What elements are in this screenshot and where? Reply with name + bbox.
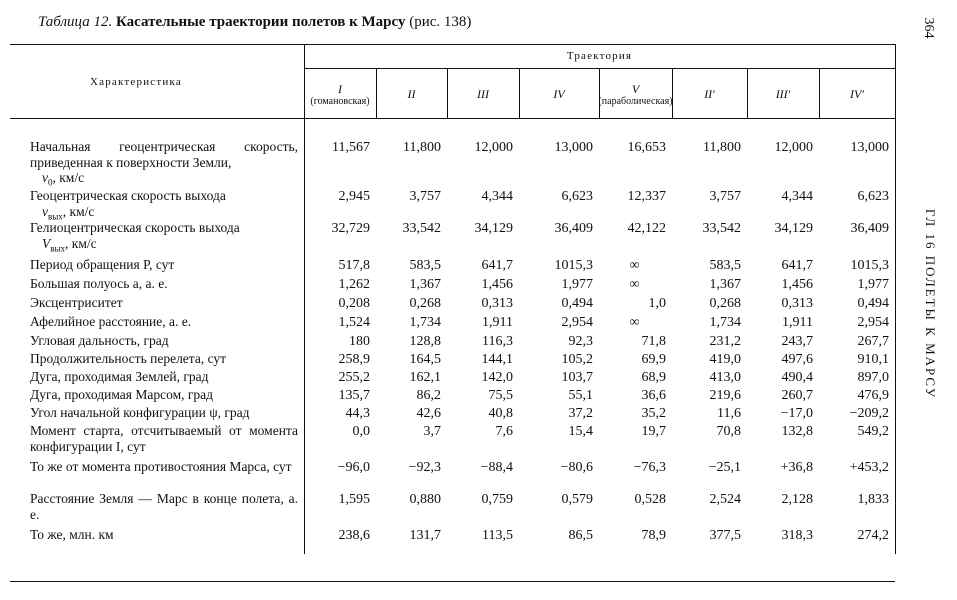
table-cell: 116,3 <box>482 334 513 349</box>
table-cell: 0,313 <box>481 296 513 311</box>
row-label-text: Дуга, проходимая Землей, град <box>30 369 209 384</box>
row-label <box>30 405 298 421</box>
row-label <box>30 491 298 522</box>
table-cell: 11,567 <box>332 140 370 155</box>
table-cell: 1,456 <box>481 277 513 292</box>
table-cell: 36,409 <box>554 221 593 236</box>
table-cell: 7,6 <box>495 424 513 439</box>
table-cell: 36,6 <box>641 388 666 403</box>
table-cell: 476,9 <box>857 388 889 403</box>
row-label-text: Гелиоцентрическая скорость выхода <box>30 220 240 235</box>
column-header-note: (гомановская) <box>310 95 370 107</box>
table-cell: 75,5 <box>488 388 513 403</box>
table-cell: 1,595 <box>338 492 370 507</box>
table-cell: 15,4 <box>568 424 593 439</box>
table-cell: 11,6 <box>717 406 741 421</box>
table-cell: 2,524 <box>709 492 741 507</box>
table-cell: 78,9 <box>641 528 666 543</box>
table-cell: 12,000 <box>774 140 813 155</box>
table-cell: 0,268 <box>709 296 741 311</box>
table-cell: 34,129 <box>474 221 513 236</box>
table-cell: 1,367 <box>709 277 741 292</box>
table-cell: 274,2 <box>857 528 889 543</box>
table-cell: 3,7 <box>423 424 441 439</box>
table-cell: 1,734 <box>409 315 441 330</box>
table-cell: 32,729 <box>331 221 370 236</box>
table-cell: 2,945 <box>338 189 370 204</box>
row-label-text: Угол начальной конфигурации ψ, град <box>30 405 250 420</box>
table-cell: 128,8 <box>409 334 441 349</box>
table-cell: 641,7 <box>481 258 513 273</box>
table-cell: 0,494 <box>561 296 593 311</box>
table-cell: 13,000 <box>850 140 889 155</box>
row-label <box>30 351 298 367</box>
row-label-text: Большая полуось a, а. е. <box>30 276 168 291</box>
table-cell: 255,2 <box>338 370 370 385</box>
table-cell: −96,0 <box>337 460 370 475</box>
table-cell: 497,6 <box>781 352 813 367</box>
table-cell: 105,2 <box>561 352 593 367</box>
row-label-text: Дуга, проходимая Марсом, град <box>30 387 214 402</box>
row-label <box>30 423 298 454</box>
header-characteristic: Характеристика <box>90 76 182 88</box>
table-cell: −88,4 <box>480 460 513 475</box>
row-label-text: То же от момента противостояния Марса, сут <box>30 459 292 474</box>
table-cell: 0,759 <box>481 492 513 507</box>
column-header <box>819 73 895 115</box>
table-cell: 33,542 <box>402 221 441 236</box>
table-cell: 11,800 <box>703 140 741 155</box>
table-cell: 42,122 <box>627 221 666 236</box>
row-label-text: Период обращения P, сут <box>30 257 175 272</box>
table-cell: +36,8 <box>780 460 813 475</box>
table-cell: 1,0 <box>648 296 666 311</box>
table-cell: 641,7 <box>781 258 813 273</box>
row-label-unit-line <box>30 236 298 257</box>
table-cell: 142,0 <box>481 370 513 385</box>
table-cell: 231,2 <box>709 334 741 349</box>
row-label-variable: v <box>42 203 48 219</box>
table-cell: 6,623 <box>857 189 889 204</box>
row-label-text: Эксцентриситет <box>30 295 123 310</box>
table-cell: 162,1 <box>409 370 441 385</box>
column-header-roman: V <box>631 81 640 96</box>
row-label-text: Расстояние Земля — Марс в конце полета, а. е. <box>30 491 298 522</box>
table-top-rule <box>10 44 895 45</box>
row-label <box>30 369 298 385</box>
column-header-roman: IV′ <box>850 87 864 101</box>
table-cell: ∞ <box>629 315 640 330</box>
table-cell: 1,911 <box>782 315 813 330</box>
table-cell: 377,5 <box>709 528 741 543</box>
table-cell: 6,623 <box>561 189 593 204</box>
row-label <box>30 333 298 349</box>
table-cell: 2,128 <box>781 492 813 507</box>
table-cell: 0,880 <box>409 492 441 507</box>
table-cell: 2,954 <box>561 315 593 330</box>
table-cell: 180 <box>349 334 370 349</box>
page-number: 364 <box>921 17 936 39</box>
table-cell: 13,000 <box>554 140 593 155</box>
row-label-subscript: вых <box>50 243 66 254</box>
row-label-variable: v <box>42 170 48 185</box>
row-label-subscript: вых <box>48 211 63 222</box>
table-cell: 12,000 <box>474 140 513 155</box>
table-cell: 0,528 <box>634 492 666 507</box>
table-cell: 1,734 <box>709 315 741 330</box>
row-label <box>30 139 298 191</box>
table-cell: 132,8 <box>781 424 813 439</box>
column-header-roman: III <box>477 87 489 101</box>
table-cell: 490,4 <box>781 370 813 385</box>
table-cell: 135,7 <box>338 388 370 403</box>
column-header <box>304 73 376 115</box>
table-cell: +453,2 <box>849 460 889 475</box>
table-cell: 92,3 <box>568 334 593 349</box>
table-cell: 33,542 <box>702 221 741 236</box>
row-label <box>30 220 298 257</box>
row-label <box>30 257 298 273</box>
table-cell: 4,344 <box>481 189 513 204</box>
table-cell: 243,7 <box>781 334 813 349</box>
row-label <box>30 314 298 330</box>
row-label-unit: , км/с <box>52 170 85 185</box>
table-cell: 0,579 <box>561 492 593 507</box>
table-cell: 68,9 <box>641 370 666 385</box>
table-cell: 258,9 <box>338 352 370 367</box>
row-label-unit: , км/с <box>65 235 97 251</box>
caption-title: Касательные траектории полетов к Марсу <box>115 14 406 30</box>
table-cell: ∞ <box>629 277 640 292</box>
table-cell: 267,7 <box>857 334 889 349</box>
column-header-roman: I <box>338 81 342 96</box>
table-header-rule <box>10 118 895 119</box>
table-cell: 131,7 <box>409 528 441 543</box>
column-header <box>376 73 447 115</box>
table-cell: 1,524 <box>338 315 370 330</box>
column-header <box>519 73 599 115</box>
row-label <box>30 276 298 292</box>
table-cell: 910,1 <box>857 352 889 367</box>
table-cell: 37,2 <box>568 406 593 421</box>
column-rule <box>895 44 896 554</box>
table-cell: 1,367 <box>409 277 441 292</box>
row-label-text: Продолжительность перелета, сут <box>30 351 227 366</box>
running-head: ГЛ 16 ПОЛЕТЫ К МАРСУ <box>923 208 938 400</box>
table-cell: 35,2 <box>641 406 666 421</box>
row-label <box>30 527 298 543</box>
table-cell: 1,262 <box>338 277 370 292</box>
row-label <box>30 459 298 475</box>
table-cell: 897,0 <box>857 370 889 385</box>
table-cell: 2,954 <box>857 315 889 330</box>
table-cell: 1,977 <box>561 277 593 292</box>
table-cell: 4,344 <box>781 189 813 204</box>
column-header <box>747 73 819 115</box>
table-cell: 34,129 <box>774 221 813 236</box>
caption-ref: (рис. 138) <box>409 14 472 30</box>
table-cell: 1,833 <box>857 492 889 507</box>
table-cell: 40,8 <box>488 406 513 421</box>
table-cell: 144,1 <box>481 352 513 367</box>
table-cell: 19,7 <box>641 424 666 439</box>
table-cell: 318,3 <box>781 528 813 543</box>
column-header-note: (параболическая) <box>598 95 673 107</box>
table-cell: −76,3 <box>633 460 666 475</box>
table-cell: 3,757 <box>709 189 741 204</box>
table-cell: 71,8 <box>641 334 666 349</box>
table-cell: 260,7 <box>781 388 813 403</box>
column-header-roman: III′ <box>775 87 791 101</box>
table-cell: 164,5 <box>409 352 441 367</box>
table-cell: 70,8 <box>716 424 741 439</box>
table-cell: 16,653 <box>627 140 666 155</box>
table-cell: −17,0 <box>780 406 813 421</box>
table-cell: 238,6 <box>338 528 370 543</box>
table-cell: 42,6 <box>416 406 441 421</box>
row-label <box>30 295 298 311</box>
table-cell: 86,2 <box>416 388 441 403</box>
column-header-roman: II <box>407 87 416 101</box>
row-label-unit: , км/с <box>62 203 95 219</box>
table-cell: 86,5 <box>568 528 593 543</box>
table-cell: 517,8 <box>338 258 370 273</box>
table-cell: 549,2 <box>857 424 889 439</box>
column-header <box>599 73 672 115</box>
table-cell: 0,268 <box>409 296 441 311</box>
row-label-variable: V <box>42 235 51 251</box>
table-cell: 36,409 <box>850 221 889 236</box>
table-cell: −25,1 <box>708 460 741 475</box>
row-label-text: Момент старта, отсчитываемый от момента конфигурации I, сут <box>30 423 298 454</box>
table-bottom-rule <box>10 581 895 582</box>
table-cell: 3,757 <box>409 189 441 204</box>
table-cell: 413,0 <box>709 370 741 385</box>
row-label-text: Геоцентрическая скорость выхода <box>30 188 226 203</box>
row-label-text: Угловая дальность, град <box>30 333 169 348</box>
table-cell: 55,1 <box>568 388 593 403</box>
table-cell: 1,456 <box>781 277 813 292</box>
table-cell: 113,5 <box>482 528 513 543</box>
table-cell: −80,6 <box>560 460 593 475</box>
column-header-roman: II′ <box>704 87 715 101</box>
column-rule <box>304 44 305 554</box>
header-trajectory: Траектория <box>566 50 633 62</box>
table-cell: 219,6 <box>709 388 741 403</box>
table-cell: 1,911 <box>482 315 513 330</box>
table-cell: 0,494 <box>857 296 889 311</box>
table-cell: 1,977 <box>857 277 889 292</box>
table-cell: 103,7 <box>561 370 593 385</box>
table-cell: −92,3 <box>408 460 441 475</box>
table-cell: 0,313 <box>781 296 813 311</box>
table-cell: ∞ <box>629 258 640 273</box>
row-label <box>30 387 298 403</box>
caption-lead: Таблица 12. <box>38 14 113 30</box>
table-cell: 0,0 <box>352 424 370 439</box>
table-cell: 44,3 <box>345 406 370 421</box>
column-header <box>447 73 519 115</box>
table-cell: 583,5 <box>409 258 441 273</box>
table-cell: 419,0 <box>709 352 741 367</box>
column-header <box>672 73 747 115</box>
table-cell: −209,2 <box>849 406 889 421</box>
table-cell: 69,9 <box>641 352 666 367</box>
row-label-text: То же, млн. км <box>30 527 114 542</box>
row-label-subscript: 0 <box>48 177 53 188</box>
table-cell: 1015,3 <box>554 258 593 273</box>
table-caption <box>38 14 471 31</box>
column-header-roman: IV <box>553 87 565 101</box>
row-label-text: Афелийное расстояние, а. е. <box>30 314 192 329</box>
table-cell: 12,337 <box>627 189 666 204</box>
row-label-text: Начальная геоцентрическая скорость, приведенная к поверхности Земли, <box>30 139 298 170</box>
table-cell: 583,5 <box>709 258 741 273</box>
table-cell: 11,800 <box>403 140 441 155</box>
table-cell: 1015,3 <box>850 258 889 273</box>
table-cell: 0,208 <box>338 296 370 311</box>
